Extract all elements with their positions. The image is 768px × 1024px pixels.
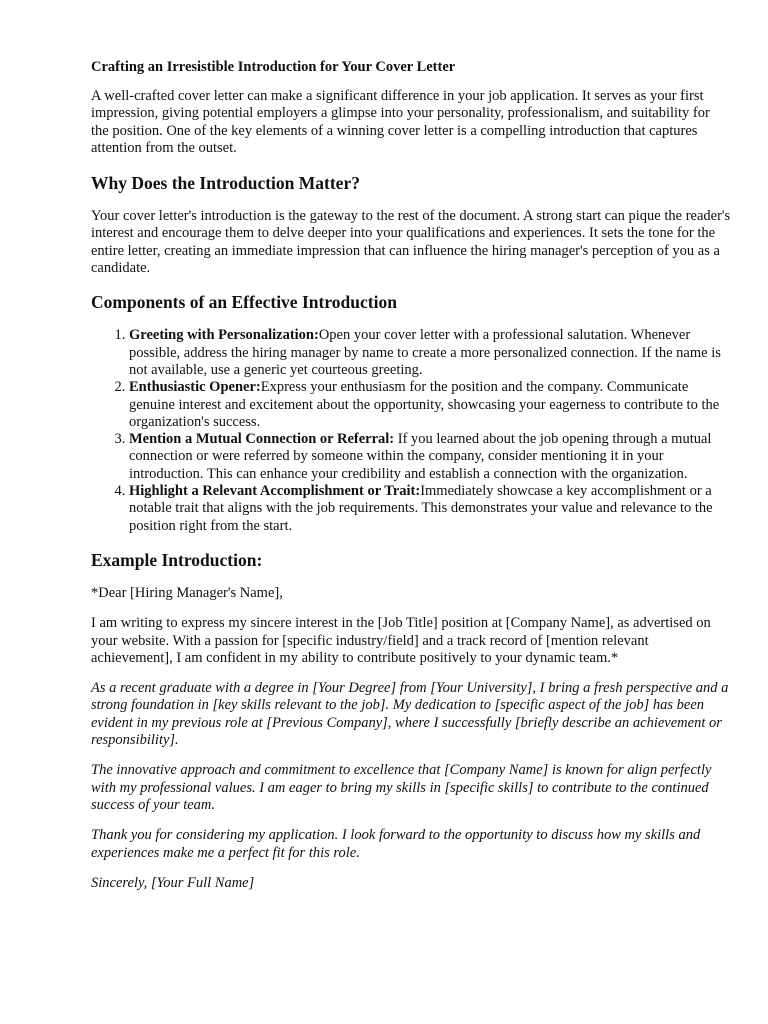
heading-why-introduction-matters: Why Does the Introduction Matter?: [91, 173, 360, 194]
list-item: [129, 483, 731, 535]
example-signoff: Sincerely, [Your Full Name]: [91, 874, 255, 891]
heading-components: Components of an Effective Introduction: [91, 292, 397, 313]
list-item-text: If you learned about the job opening through a mutual connection or were referred by someone within the company, consider mentioning it in your introduction. This can enhance your credibility and establish a connection with the organization.: [129, 431, 712, 482]
document-title: Crafting an Irresistible Introduction for Your Cover Letter: [91, 59, 456, 75]
components-list: [91, 327, 731, 535]
list-item-title: Greeting with Personalization:: [129, 327, 319, 344]
example-paragraph-3: The innovative approach and commitment to excellence that [Company Name] is known for align perfectly with my professional values. I am eager to bring my skills in [specific skills] to contribute to the continued success of your team.: [91, 762, 712, 813]
document-page: [91, 58, 731, 905]
list-item-title: Enthusiastic Opener:: [129, 379, 261, 396]
list-item-text: Express your enthusiasm for the position and the company. Communicate genuine interest and excitement about the opportunity, showcasing your eagerness to contribute to the organization's success.: [129, 379, 720, 430]
list-item-text: Open your cover letter with a professional salutation. Whenever possible, address the hiring manager by name to create a more personalized connection. If the name is not available, use a generic yet courteous greeting.: [129, 327, 721, 378]
list-item-title: Highlight a Relevant Accomplishment or Trait:: [129, 483, 421, 500]
heading-example-introduction: Example Introduction:: [91, 549, 263, 570]
list-item-text: Immediately showcase a key accomplishment or a notable trait that aligns with the job requirements. This demonstrates your value and relevance to the position right from the start.: [129, 483, 713, 534]
example-salutation: *Dear [Hiring Manager's Name],: [91, 584, 283, 601]
list-item: [129, 379, 731, 431]
example-paragraph-1: I am writing to express my sincere interest in the [Job Title] position at [Company Name], as advertised on your website. With a passion for [specific industry/field] and a track record of [mention relevant achievement], I am confident in my ability to contribute positively to your dynamic team.*: [91, 615, 711, 666]
example-paragraph-2: As a recent graduate with a degree in [Your Degree] from [Your University], I bring a fresh perspective and a strong foundation in [key skills relevant to the job]. My dedication to [specific aspect of the job] has been evident in my previous role at [Previous Company], where I successfully [briefly describe an achievement or responsibility].: [91, 680, 729, 749]
list-item: [129, 327, 731, 379]
list-item-title: Mention a Mutual Connection or Referral:: [129, 431, 395, 448]
list-item: [129, 431, 731, 483]
why-matter-paragraph: Your cover letter's introduction is the gateway to the rest of the document. A strong start can pique the reader's interest and encourage them to delve deeper into your qualifications and experiences. It sets the tone for the entire letter, creating an immediate impression that can influence the hiring manager's perception of you as a candidate.: [91, 208, 731, 277]
intro-paragraph: A well-crafted cover letter can make a significant difference in your job application. It serves as your first impression, giving potential employers a glimpse into your personality, professionalism, and suitability for the position. One of the key elements of a winning cover letter is a compelling introduction that captures attention from the outset.: [91, 88, 710, 156]
example-paragraph-4: Thank you for considering my application. I look forward to the opportunity to discuss how my skills and experiences make me a perfect fit for this role.: [91, 827, 701, 861]
